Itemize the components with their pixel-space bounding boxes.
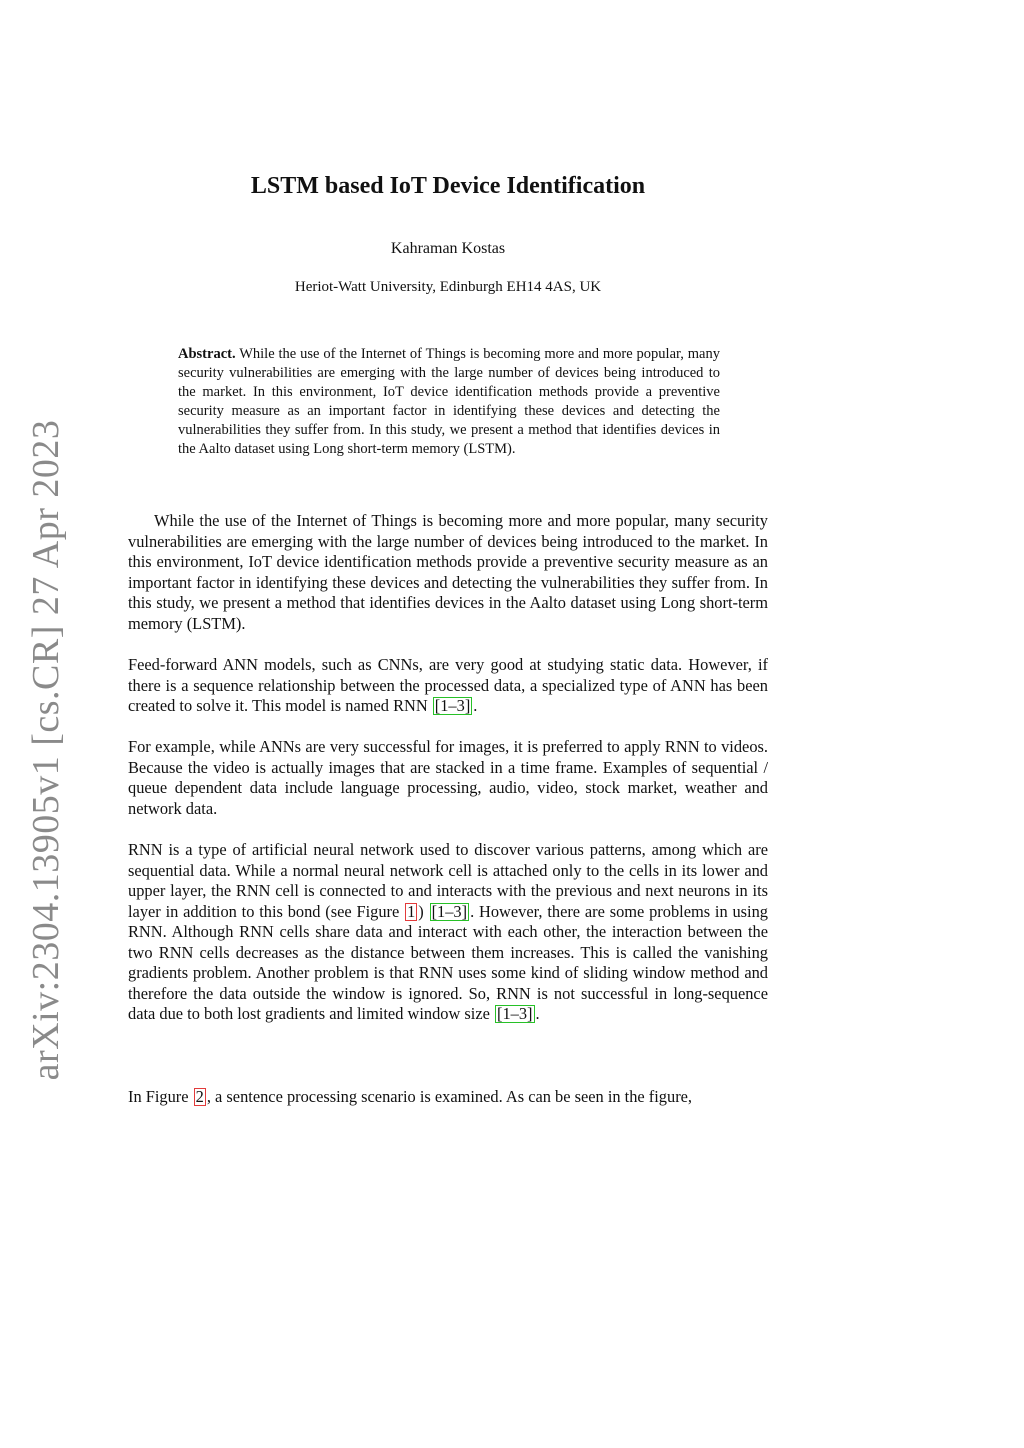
- citation-link[interactable]: [1–3]: [434, 696, 471, 715]
- arxiv-identifier: arXiv:2304.13905v1 [cs.CR] 27 Apr 2023: [25, 419, 67, 1081]
- author-affiliation: Heriot-Watt University, Edinburgh EH14 4AS, UK: [294, 279, 602, 295]
- abstract: [178, 345, 720, 459]
- paragraph-text: , a sentence processing scenario is examined. As can be seen in the figure,: [206, 1087, 693, 1106]
- citation-link[interactable]: [1–3]: [431, 901, 468, 921]
- body-paragraph-4: [128, 840, 768, 1025]
- paragraph-text: Feed-forward ANN models, such as CNNs, are very good at studying static data. However, if there is a sequence relationship between the processed data, a specialized type of ANN has been created to solve it. This model is named RNN: [128, 655, 768, 715]
- body-paragraph-3: For example, while ANNs are very successful for images, it is preferred to apply RNN to videos. Because the video is actually images that are stacked in a time frame. Examples of sequential / queue dependent data include language processing, audio, video, stock market, weather and network data.: [128, 737, 768, 818]
- figure-link[interactable]: 1: [407, 901, 416, 921]
- paragraph-text: RNN is a type of artificial neural network used to discover various patterns, among which are sequential data. While a normal neural network cell is attached only to the cells in its lower and upper layer, the RNN cell is connected to and interacts with the previous and next neurons in its layer in addition to this bond (see Figure: [128, 840, 768, 921]
- body-paragraph-5: [128, 1087, 768, 1108]
- paragraph-text: ): [418, 901, 429, 921]
- citation-link[interactable]: [1–3]: [497, 1004, 533, 1023]
- abstract-label: Abstract.: [178, 346, 236, 362]
- paragraph-text: .: [473, 696, 478, 715]
- body-paragraph-2: [128, 655, 768, 717]
- paragraph-text: .: [535, 1004, 540, 1023]
- body-paragraph-1: While the use of the Internet of Things is becoming more and more popular, many security vulnerabilities are emerging with the large number of devices being introduced to the market. In this environment, IoT device identification methods provide a preventive security measure as an important factor in identifying these devices and detecting the vulnerabilities they suffer from. In this study, we present a method that identifies devices in the Aalto dataset using Long short-term memory (LSTM).: [128, 511, 768, 633]
- figure-link[interactable]: 2: [195, 1087, 204, 1106]
- paragraph-text: . However, there are some problems in using RNN. Although RNN cells share data and interact with each other, the interaction between the two RNN cells decreases as the distance between them increases. This is called the vanishing gradients problem. Another problem is that RNN uses some kind of sliding window method and therefore the data outside the window is ignored. So, RNN is not successful in long-sequence data due to both lost gradients and limited window size: [128, 901, 768, 1023]
- paragraph-text: In Figure: [128, 1087, 193, 1106]
- paper-title: LSTM based IoT Device Identification: [250, 173, 646, 199]
- author-name: Kahraman Kostas: [390, 240, 506, 257]
- abstract-text: While the use of the Internet of Things is becoming more and more popular, many security vulnerabilities are emerging with the large number of devices being introduced to the market. In this environment, IoT device identification methods provide a preventive security measure as an important factor in identifying these devices and detecting the vulnerabilities they suffer from. In this study, we present a method that identifies devices in the Aalto dataset using Long short-term memory (LSTM).: [178, 346, 720, 457]
